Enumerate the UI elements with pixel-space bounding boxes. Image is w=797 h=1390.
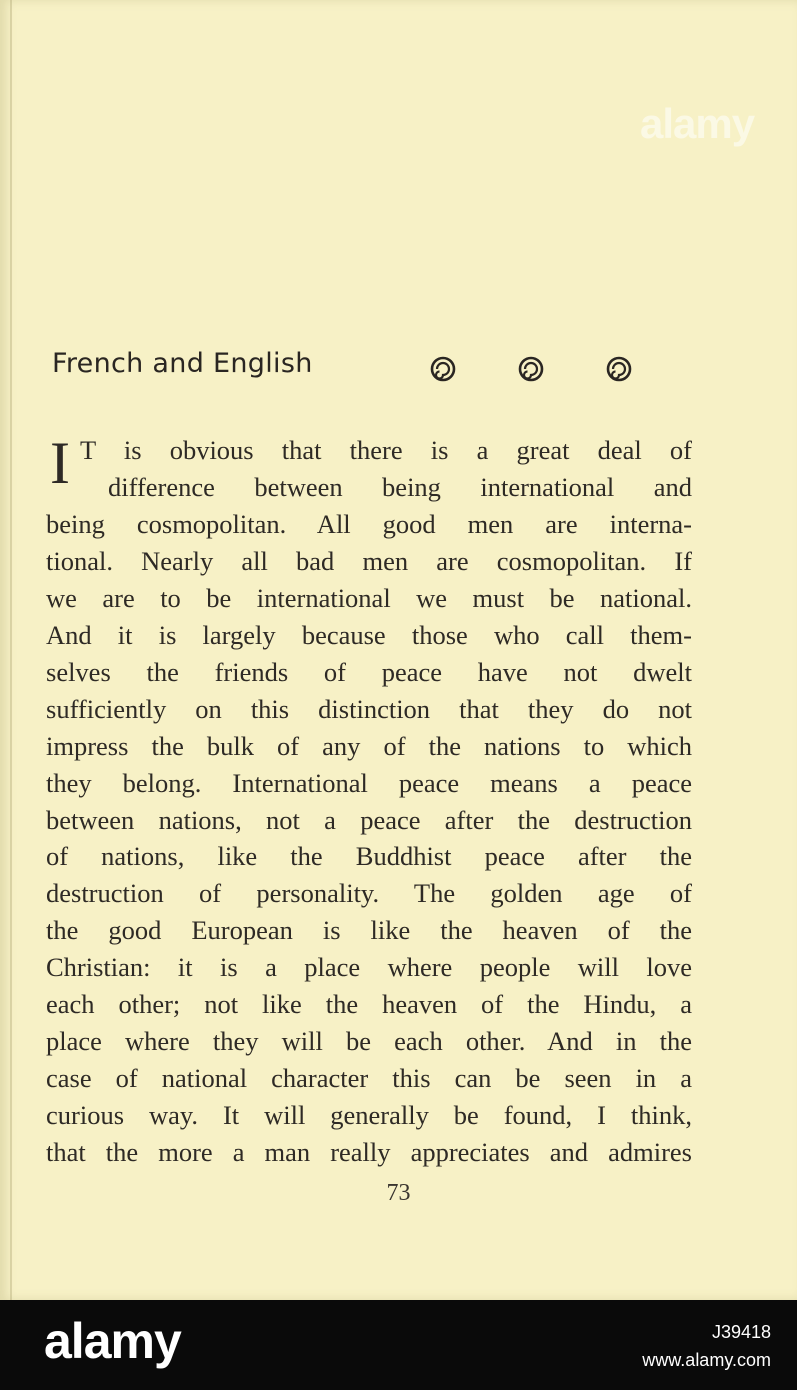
drop-cap: I — [50, 430, 70, 496]
site-url: www.alamy.com — [642, 1350, 771, 1370]
spiral-ornament-icon — [606, 356, 632, 382]
spiral-ornament-icon — [518, 356, 544, 382]
text-line: difference between being international and — [108, 471, 692, 502]
text-line: the good European is like the heaven of the — [46, 915, 692, 946]
heading-ornaments — [430, 356, 640, 386]
image-id: J39418 — [711, 1322, 771, 1342]
text-line: Christian: it is a place where people will love — [46, 952, 692, 983]
body-paragraph — [46, 432, 692, 1171]
text-line: tional. Nearly all bad men are cosmopolitan. If — [46, 545, 692, 576]
text-line: T is obvious that there is a great deal of — [80, 435, 692, 465]
text-line: between nations, not a peace after the destruction — [46, 804, 692, 835]
watermark-text: alamy — [640, 100, 755, 147]
text-line: impress the bulk of any of the nations to which — [46, 730, 692, 761]
page-number: 73 — [386, 1180, 411, 1206]
spiral-ornament-icon — [430, 356, 456, 382]
text-line: being cosmopolitan. All good men are interna- — [46, 508, 692, 539]
text-line: of nations, like the Buddhist peace after the — [46, 841, 692, 872]
text-line: sufficiently on this distinction that they do not — [46, 693, 692, 724]
text-line: curious way. It will generally be found, I think, — [46, 1100, 692, 1131]
text-line: destruction of personality. The golden age of — [46, 878, 692, 909]
text-line: each other; not like the heaven of the Hindu, a — [46, 989, 692, 1020]
text-line: case of national character this can be seen in a — [46, 1063, 692, 1094]
text-line: place where they will be each other. And in the — [46, 1026, 692, 1057]
text-line: that the more a man really appreciates and admires — [46, 1137, 692, 1168]
text-line: selves the friends of peace have not dwelt — [46, 656, 692, 687]
page-gutter — [10, 0, 12, 1300]
chapter-heading: French and English — [52, 348, 313, 379]
text-line: they belong. International peace means a peace — [46, 767, 692, 798]
text-line: And it is largely because those who call them- — [46, 619, 692, 650]
brand-logo: alamy — [44, 1313, 181, 1369]
text-line: we are to be international we must be national. — [46, 582, 692, 613]
